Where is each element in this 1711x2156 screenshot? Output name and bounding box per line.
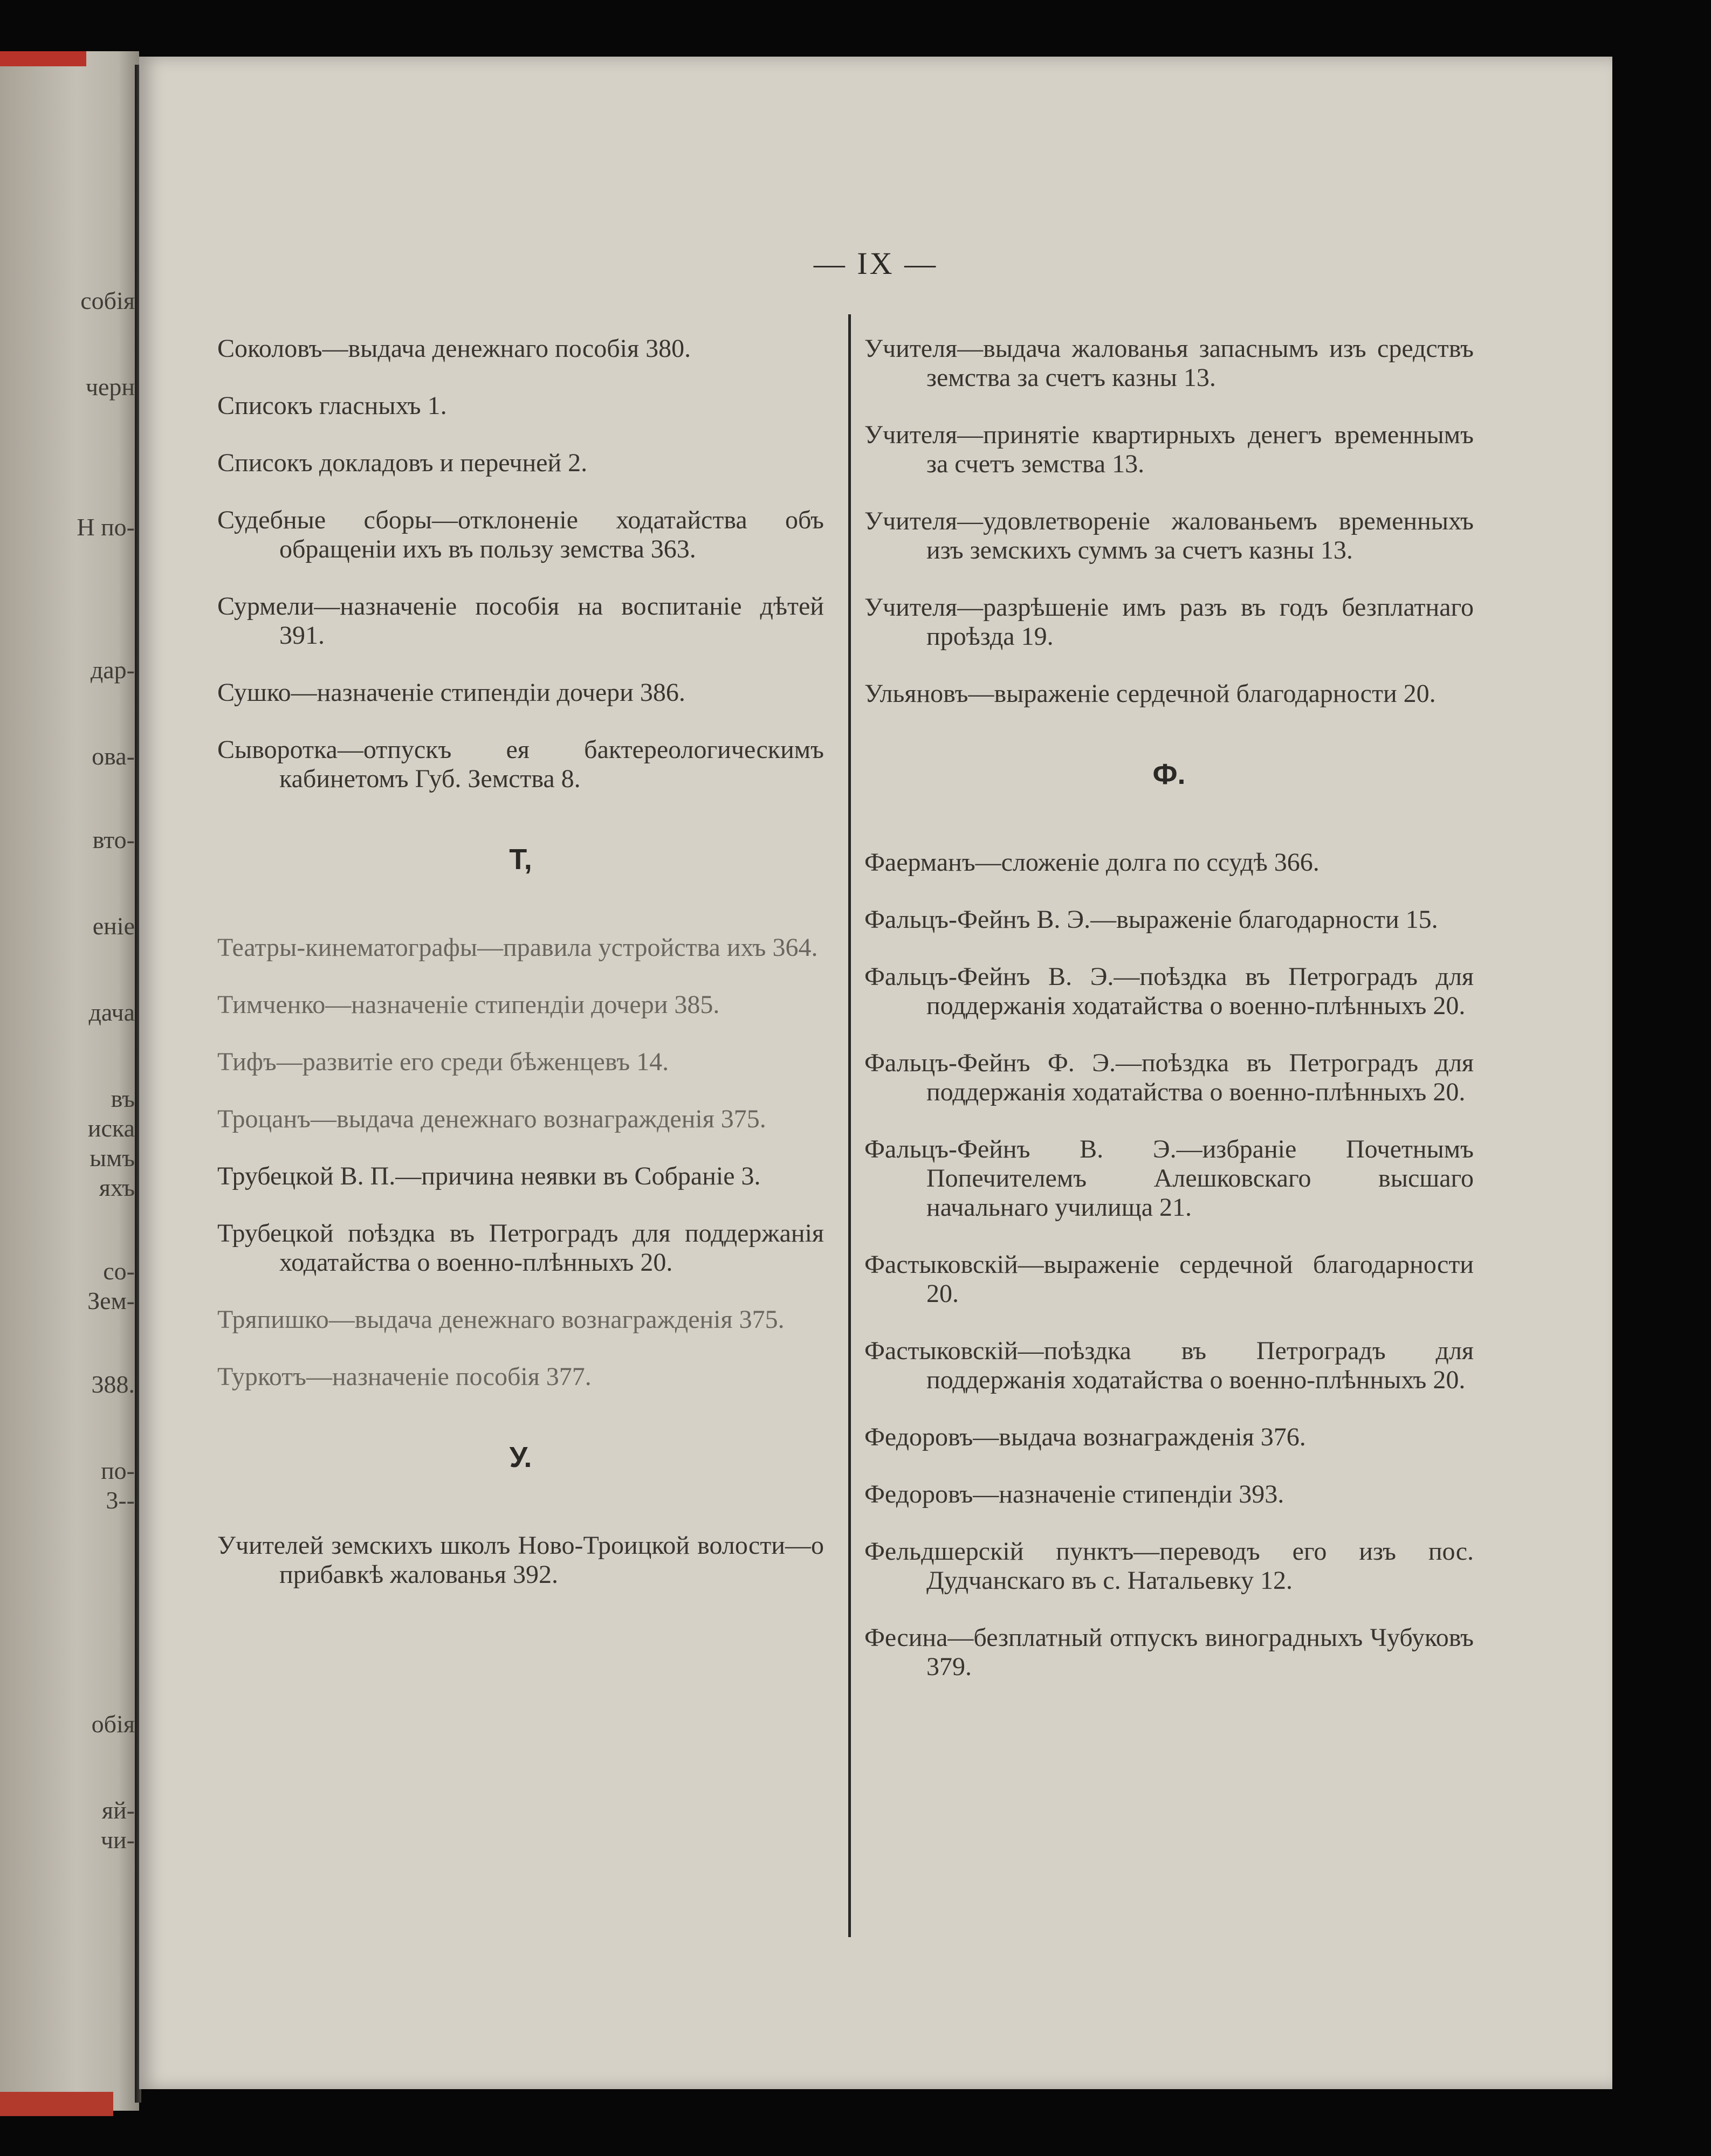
left-page-fragment: 3-- (106, 1486, 135, 1514)
index-entry: Трубецкой поѣздка въ Петроградъ для поддержанія ходатайства о военно-плѣнныхъ 20. (217, 1219, 824, 1277)
column-divider (848, 314, 851, 1937)
left-page-fragment: яй- (101, 1796, 135, 1824)
section-letter: У. (509, 1441, 532, 1473)
index-entry: Сурмели—назначеніе пособія на воспитаніе дѣтей 391. (217, 592, 824, 650)
index-entry: Фальцъ-Фейнъ Ф. Э.—поѣздка въ Петроградъ для поддержанія ходатайства о военно-плѣнныхъ 20. (864, 1049, 1474, 1106)
left-page-fragment: яхъ (99, 1174, 135, 1201)
left-page-fragment: обія (91, 1710, 135, 1738)
index-entry: Учителей земскихъ школъ Ново-Троицкой волости—о прибавкѣ жалованья 392. (217, 1531, 824, 1589)
left-page (0, 51, 139, 2111)
index-entry: Фастыковскій—поѣздка въ Петроградъ для поддержанія ходатайства о военно-плѣнныхъ 20. (864, 1337, 1474, 1394)
book-cover-edge (0, 2092, 113, 2116)
left-page-fragment: собія (80, 287, 135, 314)
left-page-fragment: ова- (92, 742, 135, 770)
left-page-fragment: ымъ (90, 1144, 135, 1172)
index-entry: Списокъ докладовъ и перечней 2. (217, 449, 588, 477)
index-entry: Тряпишко—выдача денежнаго вознагражденія 375. (217, 1305, 785, 1334)
index-entry: Судебные сборы—отклоненіе ходатайства объ обращеніи ихъ въ пользу земства 363. (217, 506, 824, 563)
left-page-fragment: вто- (92, 826, 135, 853)
index-entry: Федоровъ—выдача вознагражденія 376. (864, 1423, 1306, 1451)
index-entry: Учителя—выдача жалованья запаснымъ изъ средствъ земства за счетъ казны 13. (864, 334, 1474, 392)
section-letter: Ф. (1152, 758, 1186, 790)
left-page-fragment: 388. (91, 1370, 135, 1398)
index-entry: Фельдшерскій пунктъ—переводъ его изъ пос. Дудчанскаго въ с. Натальевку 12. (864, 1537, 1474, 1595)
left-page-fragment: иска (87, 1114, 135, 1142)
left-column (217, 334, 824, 1617)
left-page-fragment: дар- (90, 656, 135, 684)
index-entry: Учителя—принятіе квартирныхъ денегъ временнымъ за счетъ земства 13. (864, 421, 1474, 478)
index-entry: Списокъ гласныхъ 1. (217, 391, 447, 420)
left-page-fragment: черн (85, 373, 135, 401)
index-entry: Фаерманъ—сложеніе долга по ссудѣ 366. (864, 848, 1320, 877)
book-cover-edge (0, 51, 86, 66)
index-entry: Тифъ—развитіе его среди бѣженцевъ 14. (217, 1048, 669, 1076)
index-entry: Фастыковскій—выраженіе сердечной благодарности 20. (864, 1250, 1474, 1308)
left-page-fragment: въ (111, 1085, 135, 1112)
index-entry: Троцанъ—выдача денежнаго вознагражденія 375. (217, 1105, 766, 1133)
left-page-fragment: дача (88, 998, 135, 1026)
left-page-fragment: Зем- (87, 1287, 135, 1314)
left-page-fragment: чи- (100, 1826, 135, 1854)
index-entry: Трубецкой В. П.—причина неявки въ Собраніе 3. (217, 1162, 761, 1190)
index-page (139, 57, 1612, 2089)
left-page-fragment: со- (103, 1257, 135, 1285)
page-number: — IX — (813, 246, 938, 281)
right-column (864, 334, 1474, 1710)
index-entry: Соколовъ—выдача денежнаго пособія 380. (217, 334, 691, 363)
left-page-fragment: еніе (92, 912, 135, 940)
index-entry: Фальцъ-Фейнъ В. Э.—выраженіе благодарности 15. (864, 905, 1438, 934)
index-entry: Фальцъ-Фейнъ В. Э.—поѣздка въ Петроградъ для поддержанія ходатайства о военно-плѣнныхъ 20. (864, 962, 1474, 1020)
index-entry: Тимченко—назначеніе стипендіи дочери 385. (217, 990, 720, 1019)
index-entry: Учителя—удовлетвореніе жалованьемъ временныхъ изъ земскихъ суммъ за счетъ казны 13. (864, 507, 1474, 564)
index-entry: Фальцъ-Фейнъ В. Э.—избраніе Почетнымъ Попечителемъ Алешковскаго высшаго начальнаго училища 21. (864, 1135, 1474, 1222)
section-letter: Т, (509, 843, 532, 876)
index-entry: Туркотъ—назначеніе пособія 377. (217, 1362, 592, 1391)
index-entry: Учителя—разрѣшеніе имъ разъ въ годъ безплатнаго проѣзда 19. (864, 593, 1474, 651)
index-entry: Сыворотка—отпускъ ея бактереологическимъ кабинетомъ Губ. Земства 8. (217, 735, 824, 793)
index-entry: Ульяновъ—выраженіе сердечной благодарности 20. (864, 679, 1436, 708)
index-entry: Федоровъ—назначеніе стипендіи 393. (864, 1480, 1284, 1508)
left-page-fragment: по- (101, 1457, 135, 1484)
index-entry: Театры-кинематографы—правила устройства ихъ 364. (217, 933, 818, 962)
index-entry: Сушко—назначеніе стипендіи дочери 386. (217, 678, 685, 707)
index-entry: Фесина—безплатный отпускъ виноградныхъ Чубуковъ 379. (864, 1623, 1474, 1681)
left-page-fragment: Н по- (77, 513, 135, 541)
